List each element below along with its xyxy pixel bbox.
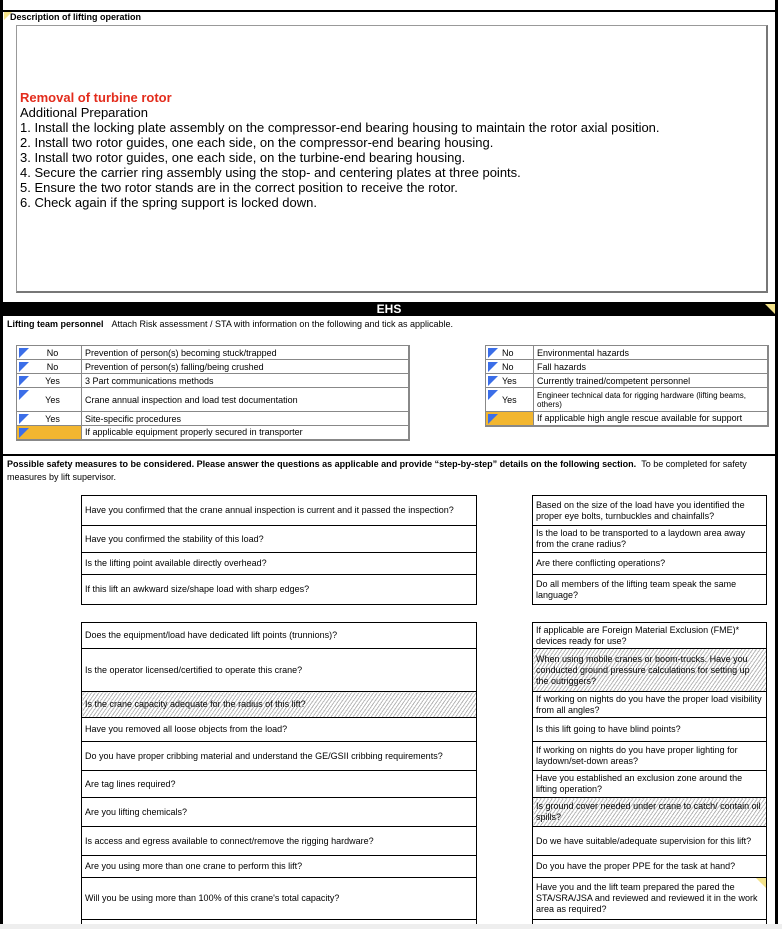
question-cell[interactable]: Have you established an exclusion zone around the lifting operation?	[533, 771, 767, 798]
answer-value: Yes	[45, 375, 60, 386]
question-cell[interactable]: Will you be using more than 100% of this crane's total capacity?	[82, 878, 477, 920]
question-cell-disabled: Is ground cover needed under crane to catch/ contain oil spills?	[533, 798, 767, 827]
question-cell[interactable]: Is the load to be transported to a laydown area away from the crane radius?	[533, 526, 767, 553]
question-cell[interactable]: If working on nights do you have the proper load visibility from all angles?	[533, 692, 767, 718]
question-cell[interactable]: Is this lift going to have blind points?	[533, 718, 767, 742]
safety-intro-note: To be completed for safety measures by lift supervisor.	[7, 459, 747, 482]
dropdown-flag-icon	[488, 414, 498, 424]
dropdown-flag-icon	[19, 428, 29, 438]
answer-dropdown[interactable]	[486, 360, 534, 374]
checklist-row	[486, 412, 769, 426]
checklist-item: 3 Part communications methods	[82, 374, 410, 388]
question-cell[interactable]: Is the operator licensed/certified to operate this crane?	[82, 649, 477, 692]
checklist-row	[486, 346, 769, 360]
question-text: Have you and the lift team prepared the pared the STA/SRA/JSA and reviewed and reviewed it in the work area as required?	[536, 882, 758, 914]
description-line: 5. Ensure the two rotor stands are in the correct position to receive the rotor.	[20, 180, 458, 195]
comment-indicator-icon[interactable]	[756, 878, 766, 888]
description-textarea[interactable]	[16, 25, 768, 293]
answer-dropdown[interactable]	[17, 360, 82, 374]
question-cell[interactable]: Are tag lines required?	[82, 771, 477, 798]
answer-dropdown[interactable]	[17, 374, 82, 388]
checklist-item: Fall hazards	[534, 360, 769, 374]
checklist-row	[17, 426, 410, 440]
question-cell-disabled: Is the crane capacity adequate for the radius of this lift?	[82, 692, 477, 718]
safety-intro	[7, 458, 767, 484]
ehs-section-header	[3, 302, 775, 316]
safety-intro-bold: Possible safety measures to be considered. Please answer the questions as applicable and provide “step-by-step” details on the following section.	[7, 459, 637, 469]
description-line: 6. Check again if the spring support is locked down.	[20, 195, 318, 210]
answer-value: No	[502, 347, 514, 358]
page-bottom-edge	[0, 924, 782, 929]
checklist-row	[17, 374, 410, 388]
comment-indicator-icon[interactable]	[765, 304, 775, 314]
checklist-item: Prevention of person(s) falling/being crushed	[82, 360, 410, 374]
checklist-item: Environmental hazards	[534, 346, 769, 360]
description-label: Description of lifting operation	[10, 12, 141, 22]
lifting-team-instruction	[7, 319, 453, 329]
answer-dropdown[interactable]	[17, 346, 82, 360]
description-line: 3. Install two rotor guides, one each side, on the turbine-end bearing housing.	[20, 150, 466, 165]
question-cell-disabled: When using mobile cranes or boom-trucks. Have you conducted ground pressure calculations for setting up the outriggers?	[533, 649, 767, 692]
answer-value: Yes	[45, 394, 60, 405]
dropdown-flag-icon	[19, 376, 29, 386]
question-cell[interactable]	[533, 878, 767, 920]
description-line: Additional Preparation	[20, 105, 148, 120]
answer-value: Yes	[502, 375, 517, 386]
dropdown-flag-icon	[19, 362, 29, 372]
description-line: 2. Install two rotor guides, one each side, on the compressor-end bearing housing.	[20, 135, 494, 150]
question-cell[interactable]: Are there conflicting operations?	[533, 553, 767, 575]
divider	[3, 454, 775, 456]
checklist-row	[17, 360, 410, 374]
question-cell[interactable]: If this lift an awkward size/shape load with sharp edges?	[82, 575, 477, 605]
answer-value: Yes	[45, 413, 60, 424]
checklist-row	[17, 412, 410, 426]
checklist-item: If applicable equipment properly secured in transporter	[82, 426, 410, 440]
dropdown-flag-icon	[19, 414, 29, 424]
checklist-row	[17, 346, 410, 360]
answer-dropdown[interactable]	[17, 388, 82, 412]
checklist-item: Prevention of person(s) becoming stuck/trapped	[82, 346, 410, 360]
question-cell[interactable]: Is access and egress available to connect/remove the rigging hardware?	[82, 827, 477, 856]
question-cell[interactable]: Are you using more than one crane to perform this lift?	[82, 856, 477, 878]
answer-value: No	[46, 347, 59, 358]
answer-dropdown[interactable]	[486, 388, 534, 412]
question-cell[interactable]: Have you confirmed that the crane annual inspection is current and it passed the inspection?	[82, 496, 477, 526]
question-cell[interactable]: Are you lifting chemicals?	[82, 798, 477, 827]
question-cell[interactable]: Do we have suitable/adequate supervision for this lift?	[533, 827, 767, 856]
question-cell[interactable]: Have you confirmed the stability of this load?	[82, 526, 477, 553]
checklist-row	[486, 360, 769, 374]
safety-questions-left-2	[81, 622, 477, 929]
answer-dropdown[interactable]	[486, 412, 534, 426]
question-cell[interactable]: Do you have proper cribbing material and understand the GE/GSII cribbing requirements?	[82, 742, 477, 771]
dropdown-flag-icon	[19, 348, 29, 358]
checklist-item: Site-specific procedures	[82, 412, 410, 426]
question-cell[interactable]: Is the lifting point available directly overhead?	[82, 553, 477, 575]
lifting-team-label: Lifting team personnel	[7, 319, 104, 329]
checklist-row	[486, 374, 769, 388]
dropdown-flag-icon	[488, 362, 498, 372]
answer-dropdown[interactable]	[17, 412, 82, 426]
dropdown-flag-icon	[488, 390, 498, 400]
question-cell[interactable]: Do you have the proper PPE for the task at hand?	[533, 856, 767, 878]
question-cell[interactable]: Have you removed all loose objects from the load?	[82, 718, 477, 742]
left-checklist	[16, 345, 410, 441]
checklist-item: Currently trained/competent personnel	[534, 374, 769, 388]
right-checklist	[485, 345, 769, 427]
answer-value: Yes	[502, 394, 517, 405]
safety-questions-right-2	[532, 622, 767, 929]
checklist-item: If applicable high angle rescue available for support	[534, 412, 769, 426]
description-line: 4. Secure the carrier ring assembly using the stop- and centering plates at three points.	[20, 165, 521, 180]
lifting-team-text: Attach Risk assessment / STA with information on the following and tick as applicable.	[111, 319, 454, 329]
dropdown-flag-icon	[488, 348, 498, 358]
dropdown-flag-icon	[19, 390, 29, 400]
answer-value: No	[46, 361, 59, 372]
safety-questions-right-1	[532, 495, 767, 605]
checklist-row	[486, 388, 769, 412]
answer-dropdown[interactable]	[486, 346, 534, 360]
question-cell[interactable]: If working on nights do you have proper lighting for laydown/set-down areas?	[533, 742, 767, 771]
dropdown-flag-icon	[488, 376, 498, 386]
ehs-title: EHS	[376, 302, 402, 316]
checklist-item: Crane annual inspection and load test documentation	[82, 388, 410, 412]
answer-dropdown[interactable]	[17, 426, 82, 440]
answer-value: No	[502, 361, 514, 372]
checklist-item: Engineer technical data for rigging hardware (lifting beams, others)	[534, 388, 769, 412]
question-cell[interactable]: Does the equipment/load have dedicated lift points (trunnions)?	[82, 623, 477, 649]
checklist-row	[17, 388, 410, 412]
question-cell[interactable]: If applicable are Foreign Material Exclusion (FME)* devices ready for use?	[533, 623, 767, 649]
description-title: Removal of turbine rotor	[20, 90, 172, 105]
question-cell[interactable]: Do all members of the lifting team speak the same language?	[533, 575, 767, 605]
answer-dropdown[interactable]	[486, 374, 534, 388]
safety-questions-left-1	[81, 495, 477, 605]
description-line: 1. Install the locking plate assembly on the compressor-end bearing housing to maintain the rotor axial position.	[20, 120, 660, 135]
question-cell[interactable]: Based on the size of the load have you identified the proper eye bolts, turnbuckles and chainfalls?	[533, 496, 767, 526]
